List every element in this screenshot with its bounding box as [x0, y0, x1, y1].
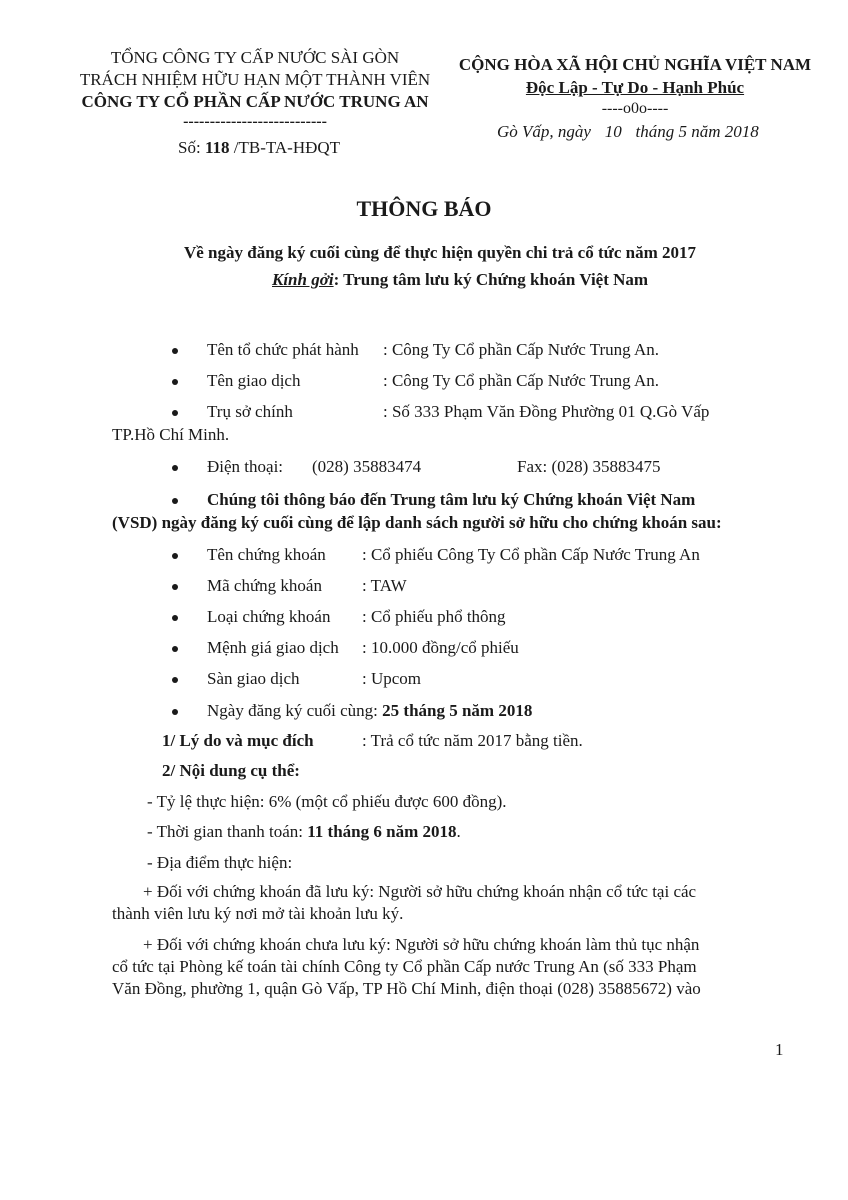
- reason-label: 1/ Lý do và mục đích: [162, 731, 314, 750]
- issuer-value: : Công Ty Cổ phần Cấp Nước Trung An.: [383, 340, 659, 359]
- doc-number-prefix: Số:: [178, 138, 201, 157]
- doc-number-suffix: /TB-TA-HĐQT: [233, 138, 341, 157]
- bullet-icon: [172, 615, 178, 621]
- recipient-label: Kính gởi: [272, 270, 334, 289]
- security-type-label: Loại chứng khoán: [207, 607, 331, 626]
- company-name: CÔNG TY CỔ PHẦN CẤP NƯỚC TRUNG AN: [81, 92, 429, 111]
- content-label: 2/ Nội dung cụ thể:: [162, 761, 300, 780]
- undeposited-line-3: Văn Đồng, phường 1, quận Gò Vấp, TP Hồ Chí Minh, điện thoại (028) 35885672) vào: [112, 979, 701, 998]
- page-number: 1: [775, 1040, 784, 1059]
- headquarters-label: Trụ sở chính: [207, 402, 293, 421]
- date-day: 10: [604, 122, 622, 141]
- par-value-label: Mệnh giá giao dịch: [207, 638, 339, 657]
- issuer-label: Tên tổ chức phát hành: [207, 340, 359, 359]
- notice-line-2: (VSD) ngày đăng ký cuối cùng để lập danh sách người sở hữu cho chứng khoán sau:: [112, 513, 722, 532]
- ratio-line: - Tỷ lệ thực hiện: 6% (một cổ phiếu được 600 đồng).: [147, 792, 507, 811]
- payment-label: - Thời gian thanh toán:: [147, 822, 303, 841]
- trading-name-value: : Công Ty Cổ phần Cấp Nước Trung An.: [383, 371, 659, 390]
- notice-line-1: Chúng tôi thông báo đến Trung tâm lưu ký Chứng khoán Việt Nam: [207, 490, 696, 509]
- date-place: Gò Vấp, ngày: [497, 122, 591, 141]
- exchange-label: Sàn giao dịch: [207, 669, 300, 688]
- security-name-value: : Cổ phiếu Công Ty Cổ phần Cấp Nước Trung An: [362, 545, 700, 564]
- phone-label: Điện thoại:: [207, 457, 284, 476]
- trading-name-label: Tên giao dịch: [207, 371, 301, 390]
- payment-line: [147, 822, 461, 842]
- document-subtitle: Về ngày đăng ký cuối cùng để thực hiện quyền chi trả cổ tức năm 2017: [183, 243, 697, 262]
- bullet-icon: [172, 584, 178, 590]
- bullet-icon: [172, 410, 178, 416]
- exchange-value: : Upcom: [362, 669, 422, 688]
- doc-number-value: 118: [204, 138, 230, 157]
- payment-date: 11 tháng 6 năm 2018: [307, 822, 457, 841]
- recipient-value: : Trung tâm lưu ký Chứng khoán Việt Nam: [333, 270, 649, 289]
- par-value-value: : 10.000 đồng/cổ phiếu: [362, 638, 519, 657]
- phone-value: (028) 35883474: [312, 457, 422, 476]
- bullet-icon: [172, 465, 178, 471]
- motto-divider: ----o0o----: [601, 100, 669, 117]
- security-type-value: : Cổ phiếu phổ thông: [362, 607, 506, 626]
- bullet-icon: [172, 646, 178, 652]
- headquarters-value: : Số 333 Phạm Văn Đồng Phường 01 Q.Gò Vấp: [383, 402, 710, 421]
- undeposited-line-1: + Đối với chứng khoán chưa lưu ký: Người sở hữu chứng khoán làm thủ tục nhận: [143, 935, 700, 954]
- bullet-icon: [172, 709, 178, 715]
- bullet-icon: [172, 677, 178, 683]
- reason-value: : Trả cổ tức năm 2017 bằng tiền.: [362, 731, 583, 750]
- fax-value: Fax: (028) 35883475: [517, 457, 661, 476]
- date-rest: tháng 5 năm 2018: [635, 122, 759, 141]
- record-date-value: 25 tháng 5 năm 2018: [382, 701, 533, 720]
- place-label: - Địa điểm thực hiện:: [147, 853, 293, 872]
- deposited-line-2: thành viên lưu ký nơi mở tài khoản lưu ký.: [112, 904, 404, 923]
- document-title: THÔNG BÁO: [356, 196, 492, 221]
- recipient-line: [272, 270, 648, 290]
- org-parent-line: TỔNG CÔNG TY CẤP NƯỚC SÀI GÒN: [110, 48, 400, 67]
- bullet-icon: [172, 498, 178, 504]
- record-date-line: [207, 701, 532, 721]
- org-type-line: TRÁCH NHIỆM HỮU HẠN MỘT THÀNH VIÊN: [79, 70, 431, 89]
- header-left-divider: ---------------------------: [183, 113, 327, 130]
- security-name-label: Tên chứng khoán: [207, 545, 326, 564]
- national-motto: Độc Lập - Tự Do - Hạnh Phúc: [525, 78, 745, 97]
- record-date-label: Ngày đăng ký cuối cùng:: [207, 701, 378, 720]
- bullet-icon: [172, 379, 178, 385]
- headquarters-value-cont: TP.Hồ Chí Minh.: [112, 425, 230, 444]
- payment-end: .: [456, 822, 461, 841]
- national-title: CỘNG HÒA XÃ HỘI CHỦ NGHĨA VIỆT NAM: [458, 55, 812, 74]
- document-number: [178, 138, 340, 158]
- bullet-icon: [172, 553, 178, 559]
- issue-date: [497, 122, 759, 142]
- security-code-value: : TAW: [362, 576, 407, 595]
- deposited-line-1: + Đối với chứng khoán đã lưu ký: Người sở hữu chứng khoán nhận cổ tức tại các: [143, 882, 697, 901]
- undeposited-line-2: cổ tức tại Phòng kế toán tài chính Công ty Cổ phần Cấp nước Trung An (số 333 Phạm: [112, 957, 697, 976]
- security-code-label: Mã chứng khoán: [207, 576, 322, 595]
- bullet-icon: [172, 348, 178, 354]
